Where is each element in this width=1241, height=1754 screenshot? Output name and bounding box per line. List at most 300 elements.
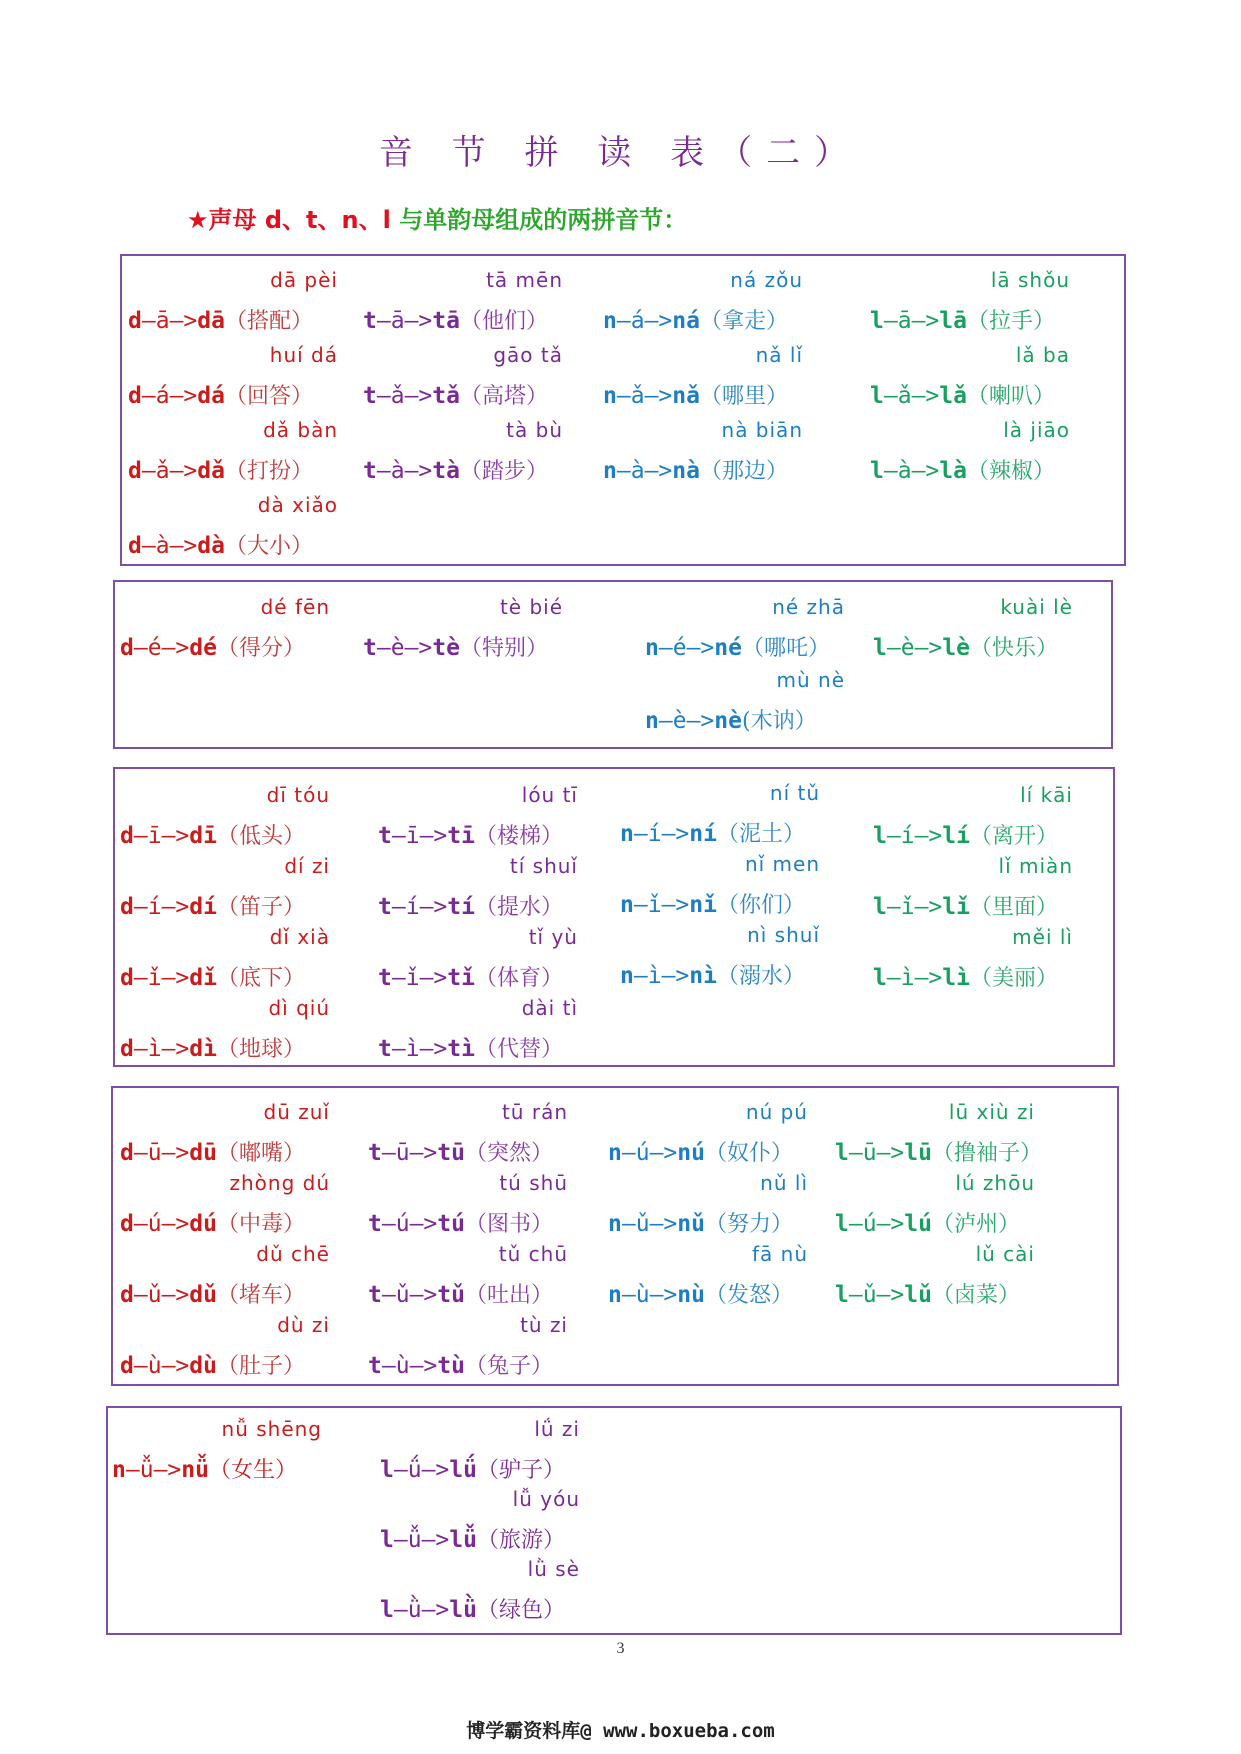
combined-syllable: lǜ xyxy=(449,1597,477,1623)
initial-letter: d xyxy=(120,1211,134,1237)
example-word: （兔子） xyxy=(464,1354,553,1379)
spelling-formula xyxy=(603,379,903,410)
pinyin-reading: dì qiú xyxy=(268,996,330,1020)
combined-syllable: dǎ xyxy=(197,458,225,484)
pinyin-reading: lǔ cài xyxy=(975,1242,1035,1266)
combined-syllable: lǐ xyxy=(942,894,970,920)
initial-letter: t xyxy=(363,308,377,334)
initial-letter: t xyxy=(368,1353,382,1379)
dash-symbol: — xyxy=(883,308,898,334)
page-title: 音 节 拼 读 表（二） xyxy=(378,133,863,173)
example-word: （辣椒） xyxy=(966,459,1055,484)
example-word: （溺水） xyxy=(716,964,805,989)
initial-letter: n xyxy=(603,383,617,409)
combined-syllable: tà xyxy=(432,458,460,484)
dash-symbol: — xyxy=(886,635,901,661)
initial-letter: l xyxy=(380,1527,394,1553)
combined-syllable: nǎ xyxy=(672,383,700,409)
pinyin-reading: tù zi xyxy=(520,1313,568,1337)
final-vowel: ǎ xyxy=(630,383,645,409)
example-word: （发怒） xyxy=(704,1283,793,1308)
dash-symbol: — xyxy=(133,1211,148,1237)
initial-letter: l xyxy=(380,1457,394,1483)
example-word: （快乐） xyxy=(969,636,1058,661)
final-vowel: ī xyxy=(405,823,420,849)
example-word: （泸州） xyxy=(931,1212,1020,1237)
example-word: （低头） xyxy=(216,824,305,849)
dash-symbol: — xyxy=(621,1140,636,1166)
syllable-entry xyxy=(378,996,678,1068)
initial-letter: l xyxy=(873,823,887,849)
combined-syllable: nè xyxy=(714,708,742,734)
spelling-formula xyxy=(112,1453,412,1484)
final-vowel: ǔ xyxy=(635,1211,650,1237)
example-word: （绿色） xyxy=(476,1598,565,1623)
pinyin-reading: ní tǔ xyxy=(769,781,820,805)
dash-symbol: — xyxy=(133,1140,148,1166)
combined-syllable: lǘ xyxy=(449,1457,477,1483)
dash-symbol: — xyxy=(381,1140,396,1166)
example-word: （嘟嘴） xyxy=(216,1141,305,1166)
subtitle-letters: d、t、n、l xyxy=(264,206,391,234)
example-word: （突然） xyxy=(464,1141,553,1166)
initial-letter: t xyxy=(378,965,392,991)
spelling-formula xyxy=(380,1523,680,1554)
initial-letter: d xyxy=(120,1036,134,1062)
dash-symbol: — xyxy=(393,1597,408,1623)
arrow-icon: —> xyxy=(404,383,433,409)
final-vowel: ǘ xyxy=(407,1457,422,1483)
combined-syllable: tù xyxy=(437,1353,465,1379)
dash-symbol: — xyxy=(886,965,901,991)
example-word: （旅游） xyxy=(476,1528,565,1553)
pinyin-reading: měi lì xyxy=(1012,925,1073,949)
initial-letter: n xyxy=(620,892,634,918)
initial-letter: d xyxy=(128,533,142,559)
initial-letter: l xyxy=(873,894,887,920)
syllable-entry xyxy=(870,418,1170,490)
dash-symbol: — xyxy=(658,708,673,734)
initial-letter: t xyxy=(363,635,377,661)
final-vowel: è xyxy=(900,635,915,661)
arrow-icon: —> xyxy=(876,1282,905,1308)
dash-symbol: — xyxy=(376,635,391,661)
pinyin-reading: dǎ bàn xyxy=(263,418,338,442)
dash-symbol: — xyxy=(133,635,148,661)
arrow-icon: —> xyxy=(409,1353,438,1379)
syllable-entry xyxy=(603,343,903,415)
pinyin-reading: nǔ lì xyxy=(760,1171,808,1195)
pinyin-reading: dā pèi xyxy=(270,268,338,292)
final-vowel: ī xyxy=(147,823,162,849)
star-icon: ★ xyxy=(187,206,209,234)
combined-syllable: ná xyxy=(672,308,700,334)
initial-letter: n xyxy=(608,1282,622,1308)
example-word: （回答） xyxy=(224,384,313,409)
arrow-icon: —> xyxy=(421,1597,450,1623)
arrow-icon: —> xyxy=(686,635,715,661)
spelling-formula xyxy=(873,819,1173,850)
initial-letter: l xyxy=(835,1282,849,1308)
arrow-icon: —> xyxy=(169,383,198,409)
arrow-icon: —> xyxy=(161,894,190,920)
combined-syllable: tǐ xyxy=(447,965,475,991)
example-word: （美丽） xyxy=(969,966,1058,991)
pinyin-reading: lú zhōu xyxy=(955,1171,1035,1195)
example-word: （拿走） xyxy=(699,309,788,334)
final-vowel: ǔ xyxy=(395,1282,410,1308)
dash-symbol: — xyxy=(393,1457,408,1483)
dash-symbol: — xyxy=(883,458,898,484)
initial-letter: d xyxy=(120,635,134,661)
final-vowel: é xyxy=(672,635,687,661)
spelling-formula xyxy=(870,304,1170,335)
combined-syllable: dí xyxy=(189,894,217,920)
syllable-entry xyxy=(870,343,1170,415)
arrow-icon: —> xyxy=(419,823,448,849)
spelling-formula xyxy=(873,961,1173,992)
initial-letter: d xyxy=(128,383,142,409)
pinyin-reading: dǐ xià xyxy=(269,925,330,949)
syllable-entry xyxy=(603,268,903,340)
final-vowel: ǐ xyxy=(405,965,420,991)
final-vowel: ù xyxy=(395,1353,410,1379)
syllable-entry xyxy=(363,595,663,667)
combined-syllable: dǐ xyxy=(189,965,217,991)
dash-symbol: — xyxy=(883,383,898,409)
arrow-icon: —> xyxy=(409,1140,438,1166)
final-vowel: ǜ xyxy=(407,1597,422,1623)
arrow-icon: —> xyxy=(161,1282,190,1308)
spelling-formula xyxy=(870,454,1170,485)
pinyin-reading: dǔ chē xyxy=(256,1242,330,1266)
initial-letter: d xyxy=(128,308,142,334)
example-word: （打扮） xyxy=(224,459,313,484)
dash-symbol: — xyxy=(391,1036,406,1062)
dash-symbol: — xyxy=(141,533,156,559)
example-word: （拉手） xyxy=(966,309,1055,334)
syllable-entry xyxy=(128,493,428,565)
initial-letter: n xyxy=(645,635,659,661)
final-vowel: ì xyxy=(405,1036,420,1062)
syllable-entry xyxy=(835,1242,1135,1314)
spelling-formula xyxy=(870,379,1170,410)
initial-letter: t xyxy=(368,1211,382,1237)
spelling-formula xyxy=(120,819,420,850)
syllable-entry xyxy=(368,1313,668,1385)
example-word: （撸袖子） xyxy=(931,1141,1042,1166)
spelling-formula xyxy=(603,304,903,335)
pinyin-reading: lū xiù zi xyxy=(948,1100,1035,1124)
example-word: （哪里） xyxy=(699,384,788,409)
final-vowel: ǚ xyxy=(139,1457,154,1483)
example-word: （笛子） xyxy=(216,895,305,920)
pinyin-reading: tǔ chū xyxy=(498,1242,568,1266)
spelling-formula xyxy=(873,631,1173,662)
arrow-icon: —> xyxy=(161,965,190,991)
final-vowel: ā xyxy=(897,308,912,334)
combined-syllable: lú xyxy=(904,1211,932,1237)
initial-letter: n xyxy=(112,1457,126,1483)
final-vowel: ū xyxy=(147,1140,162,1166)
spelling-formula xyxy=(363,631,663,662)
combined-syllable: nǚ xyxy=(181,1457,209,1483)
syllable-entry xyxy=(873,783,1173,855)
arrow-icon: —> xyxy=(914,823,943,849)
arrow-icon: —> xyxy=(876,1140,905,1166)
arrow-icon: —> xyxy=(911,308,940,334)
dash-symbol: — xyxy=(381,1211,396,1237)
final-vowel: ǎ xyxy=(390,383,405,409)
combined-syllable: là xyxy=(939,458,967,484)
final-vowel: à xyxy=(390,458,405,484)
example-word: （那边） xyxy=(699,459,788,484)
arrow-icon: —> xyxy=(409,1211,438,1237)
syllable-entry xyxy=(873,925,1173,997)
combined-syllable: dǔ xyxy=(189,1282,217,1308)
dash-symbol: — xyxy=(393,1527,408,1553)
initial-letter: l xyxy=(380,1597,394,1623)
syllable-entry xyxy=(873,854,1173,926)
example-word: （女生） xyxy=(208,1458,297,1483)
pinyin-reading: ná zǒu xyxy=(730,268,803,292)
combined-syllable: lū xyxy=(904,1140,932,1166)
dash-symbol: — xyxy=(381,1353,396,1379)
pinyin-reading: tí shuǐ xyxy=(509,854,578,878)
arrow-icon: —> xyxy=(404,458,433,484)
arrow-icon: —> xyxy=(419,894,448,920)
example-word: （提水） xyxy=(474,895,563,920)
pinyin-reading: lǚ yóu xyxy=(512,1487,580,1511)
example-word: （中毒） xyxy=(216,1212,305,1237)
combined-syllable: lí xyxy=(942,823,970,849)
pinyin-reading: lǎ ba xyxy=(1015,343,1070,367)
dash-symbol: — xyxy=(391,894,406,920)
combined-syllable: tǔ xyxy=(437,1282,465,1308)
combined-syllable: nà xyxy=(672,458,700,484)
arrow-icon: —> xyxy=(169,533,198,559)
example-word: （努力） xyxy=(704,1212,793,1237)
final-vowel: ú xyxy=(395,1211,410,1237)
syllable-entry xyxy=(835,1171,1135,1243)
dash-symbol: — xyxy=(376,458,391,484)
combined-syllable: lì xyxy=(942,965,970,991)
dash-symbol: — xyxy=(125,1457,140,1483)
final-vowel: ǚ xyxy=(407,1527,422,1553)
pinyin-reading: tè bié xyxy=(499,595,563,619)
combined-syllable: dù xyxy=(189,1353,217,1379)
dash-symbol: — xyxy=(886,894,901,920)
final-vowel: ì xyxy=(900,965,915,991)
arrow-icon: —> xyxy=(421,1457,450,1483)
combined-syllable: lǔ xyxy=(904,1282,932,1308)
pinyin-reading: kuài lè xyxy=(1000,595,1073,619)
arrow-icon: —> xyxy=(644,383,673,409)
example-word: （大小） xyxy=(224,534,313,559)
initial-letter: n xyxy=(603,308,617,334)
example-word: （哪吒） xyxy=(741,636,830,661)
combined-syllable: dì xyxy=(189,1036,217,1062)
final-vowel: ā xyxy=(390,308,405,334)
final-vowel: ā xyxy=(155,308,170,334)
example-word: （喇叭） xyxy=(966,384,1055,409)
initial-letter: n xyxy=(603,458,617,484)
initial-letter: t xyxy=(363,383,377,409)
dash-symbol: — xyxy=(848,1140,863,1166)
combined-syllable: tī xyxy=(447,823,475,849)
initial-letter: n xyxy=(608,1211,622,1237)
dash-symbol: — xyxy=(886,823,901,849)
dash-symbol: — xyxy=(133,894,148,920)
syllable-entry xyxy=(645,668,945,740)
combined-syllable: nǔ xyxy=(677,1211,705,1237)
initial-letter: d xyxy=(120,823,134,849)
initial-letter: l xyxy=(870,458,884,484)
dash-symbol: — xyxy=(141,458,156,484)
final-vowel: ǐ xyxy=(900,894,915,920)
syllable-entry xyxy=(120,925,420,997)
pinyin-reading: dù zi xyxy=(277,1313,330,1337)
combined-syllable: né xyxy=(714,635,742,661)
final-vowel: à xyxy=(155,533,170,559)
combined-syllable: nú xyxy=(677,1140,705,1166)
initial-letter: d xyxy=(120,894,134,920)
arrow-icon: —> xyxy=(914,894,943,920)
arrow-icon: —> xyxy=(169,308,198,334)
final-vowel: ǎ xyxy=(155,458,170,484)
combined-syllable: tè xyxy=(432,635,460,661)
example-word: （堵车） xyxy=(216,1283,305,1308)
pinyin-reading: nì shuǐ xyxy=(747,923,820,947)
spelling-formula xyxy=(378,1032,678,1063)
example-word: （肚子） xyxy=(216,1354,305,1379)
example-word: （离开） xyxy=(969,824,1058,849)
example-word: （特别） xyxy=(459,636,548,661)
arrow-icon: —> xyxy=(404,635,433,661)
syllable-entry xyxy=(380,1557,680,1629)
dash-symbol: — xyxy=(621,1282,636,1308)
final-vowel: à xyxy=(630,458,645,484)
arrow-icon: —> xyxy=(419,965,448,991)
arrow-icon: —> xyxy=(876,1211,905,1237)
arrow-icon: —> xyxy=(661,821,690,847)
dash-symbol: — xyxy=(133,823,148,849)
combined-syllable: dī xyxy=(189,823,217,849)
combined-syllable: tū xyxy=(437,1140,465,1166)
initial-letter: t xyxy=(378,1036,392,1062)
combined-syllable: tā xyxy=(432,308,460,334)
initial-letter: d xyxy=(120,1140,134,1166)
pinyin-reading: dī tóu xyxy=(266,783,330,807)
arrow-icon: —> xyxy=(419,1036,448,1062)
arrow-icon: —> xyxy=(161,823,190,849)
spelling-formula xyxy=(128,529,428,560)
arrow-icon: —> xyxy=(161,1211,190,1237)
final-vowel: á xyxy=(630,308,645,334)
pinyin-reading: lí kāi xyxy=(1020,783,1073,807)
dash-symbol: — xyxy=(633,892,648,918)
final-vowel: ǔ xyxy=(862,1282,877,1308)
pinyin-reading: gāo tǎ xyxy=(493,343,563,367)
final-vowel: ǐ xyxy=(647,892,662,918)
dash-symbol: — xyxy=(141,308,156,334)
dash-symbol: — xyxy=(133,1353,148,1379)
dash-symbol: — xyxy=(133,1036,148,1062)
example-word: （图书） xyxy=(464,1212,553,1237)
example-word: （里面） xyxy=(969,895,1058,920)
arrow-icon: —> xyxy=(661,892,690,918)
pinyin-reading: lǘ zi xyxy=(534,1417,580,1441)
example-word: （他们） xyxy=(459,309,548,334)
syllable-entry xyxy=(120,854,420,926)
dash-symbol: — xyxy=(621,1211,636,1237)
final-vowel: ǎ xyxy=(897,383,912,409)
example-word: （泥土） xyxy=(716,822,805,847)
pinyin-reading: né zhā xyxy=(772,595,845,619)
syllable-entry xyxy=(120,996,420,1068)
combined-syllable: lǎ xyxy=(939,383,967,409)
final-vowel: ú xyxy=(635,1140,650,1166)
pinyin-reading: nǐ men xyxy=(744,852,820,876)
subtitle-prefix: 声母 xyxy=(208,206,257,234)
spelling-formula xyxy=(120,1032,420,1063)
arrow-icon: —> xyxy=(161,635,190,661)
initial-letter: l xyxy=(873,965,887,991)
initial-letter: t xyxy=(378,823,392,849)
combined-syllable: dū xyxy=(189,1140,217,1166)
syllable-entry xyxy=(835,1100,1135,1172)
syllable-entry xyxy=(873,595,1173,667)
pinyin-reading: tǐ yù xyxy=(528,925,578,949)
final-vowel: è xyxy=(672,708,687,734)
pinyin-reading: dà xiǎo xyxy=(257,493,338,517)
initial-letter: n xyxy=(620,963,634,989)
example-word: （楼梯） xyxy=(474,824,563,849)
pinyin-reading: zhòng dú xyxy=(229,1171,330,1195)
pinyin-reading: lā shǒu xyxy=(990,268,1070,292)
final-vowel: ū xyxy=(862,1140,877,1166)
dash-symbol: — xyxy=(616,383,631,409)
dash-symbol: — xyxy=(658,635,673,661)
dash-symbol: — xyxy=(616,458,631,484)
example-word: （得分） xyxy=(216,636,305,661)
initial-letter: l xyxy=(870,383,884,409)
pinyin-reading: nǚ shēng xyxy=(221,1417,322,1441)
spelling-formula xyxy=(380,1453,680,1484)
section-subtitle xyxy=(187,200,687,235)
initial-letter: l xyxy=(873,635,887,661)
dash-symbol: — xyxy=(381,1282,396,1308)
initial-letter: d xyxy=(120,1282,134,1308)
pinyin-reading: fā nù xyxy=(751,1242,808,1266)
arrow-icon: —> xyxy=(161,1353,190,1379)
combined-syllable: dā xyxy=(197,308,225,334)
example-word: （高塔） xyxy=(459,384,548,409)
arrow-icon: —> xyxy=(421,1527,450,1553)
arrow-icon: —> xyxy=(911,458,940,484)
final-vowel: é xyxy=(147,635,162,661)
dash-symbol: — xyxy=(376,308,391,334)
initial-letter: d xyxy=(120,1353,134,1379)
pinyin-reading: là jiāo xyxy=(1003,418,1070,442)
spelling-formula xyxy=(380,1593,680,1624)
example-word: （你们） xyxy=(716,893,805,918)
footer-watermark: 博学霸资料库@ www.boxueba.com xyxy=(466,1720,775,1742)
final-vowel: ù xyxy=(635,1282,650,1308)
combined-syllable: nì xyxy=(689,963,717,989)
initial-letter: n xyxy=(645,708,659,734)
dash-symbol: — xyxy=(633,821,648,847)
